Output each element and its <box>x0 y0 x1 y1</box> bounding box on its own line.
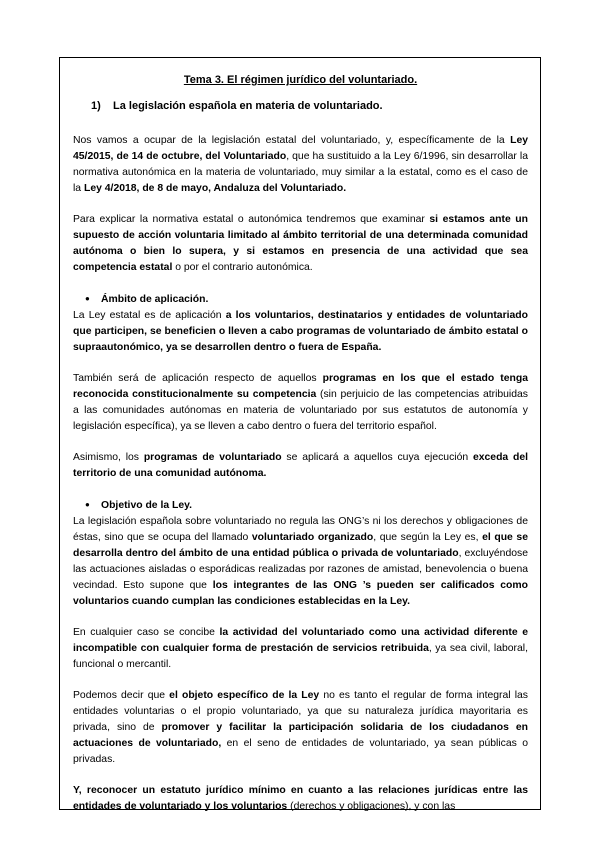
bullet-icon: ● <box>85 294 90 303</box>
bullet-ambito <box>73 291 528 308</box>
text-run: Asimismo, los <box>73 452 144 463</box>
bold-run: promover y facilitar la participación solidaria de los ciudadanos en actuaciones de voluntariado, <box>73 722 529 749</box>
text-run: , excluyéndose las actuaciones aisladas o esporádicas realizadas por razones de amistad, benevolencia o buena vecindad. Esto supone que <box>73 548 528 591</box>
text-run: La legislación española sobre voluntariado no regula las ONG’s ni los derechos y obligaciones de éstas, sino que se ocupa del llamado <box>73 516 528 543</box>
text-run: Para explicar la normativa estatal o autonómica tendremos que examinar <box>73 214 430 225</box>
paragraph-normative <box>73 212 528 276</box>
paragraph-intro <box>73 133 528 197</box>
paragraph-competence <box>73 371 528 435</box>
text-run: (sin perjuicio de las competencias atribuidas a las comunidades autónomas en materia de voluntariado por sus estatutos de autonomía y legislación específica), ya se lleven a cabo dentro o fuera del territorio español. <box>73 389 528 432</box>
bold-run: Y, reconocer un estatuto jurídico mínimo en cuanto a las relaciones jurídicas entre las entidades de voluntariado y los voluntarios <box>73 785 528 812</box>
bullet-label: Ámbito de aplicación. <box>101 294 209 305</box>
text-run: (derechos y obligaciones), y con las <box>287 801 456 812</box>
text-run: Nos vamos a ocupar de la legislación estatal del voluntariado, y, específicamente de la <box>73 135 511 146</box>
bullet-icon: ● <box>85 500 90 509</box>
paragraph-statute <box>73 783 528 815</box>
bold-run: a los voluntarios, destinatarios y entidades de voluntariado que participen, se beneficien o lleven a cabo programas de voluntariado de ámbito estatal o supraautonómico, ya se desarrollen dentro o fuera de España. <box>73 310 528 353</box>
paragraph-object <box>73 688 528 768</box>
paragraph-activity <box>73 625 528 673</box>
bullet-objetivo <box>73 497 528 514</box>
bold-run: programas en los que el estado tenga reconocida constitucionalmente su competencia <box>73 373 528 400</box>
text-run: , ya sea civil, laboral, funcional o mercantil. <box>73 643 528 670</box>
bold-run: programas de voluntariado <box>143 452 282 463</box>
bold-run: exceda del territorio de una comunidad autónoma. <box>73 452 529 479</box>
text-run: en el seno de entidades de voluntariado, ya sean públicas o privadas. <box>73 738 529 765</box>
bold-run: si estamos ante un supuesto de acción voluntaria limitado al ámbito territorial de una determinada comunidad autónoma o bien lo supera, y si estamos en presencia de una actividad que sea competencia estatal <box>73 214 528 273</box>
text-run: La Ley estatal es de aplicación <box>73 310 226 321</box>
section-heading <box>73 98 528 114</box>
bold-run: el que se desarrolla dentro del ámbito de una entidad pública o privada de voluntariado <box>73 532 528 559</box>
text-run: o por el contrario autonómica. <box>172 262 313 273</box>
paragraph-programs <box>73 450 528 482</box>
text-run: , que según la Ley es, <box>373 532 483 543</box>
text-run: se aplicará a aquellos cuya ejecución <box>281 452 473 463</box>
bold-run: el objeto específico de la Ley <box>169 690 320 701</box>
section-number: 1) <box>91 100 101 112</box>
document-body <box>73 72 528 815</box>
bullet-label: Objetivo de la Ley. <box>101 500 193 511</box>
paragraph-ong <box>73 514 528 610</box>
bold-run: los integrantes de las ONG ’s pueden ser calificados como voluntarios cuando cumplan las condiciones establecidas en la Ley. <box>73 580 528 607</box>
text-run: no es tanto el regular de forma integral las entidades voluntarias o el propio voluntariado, ya que su naturaleza jurídica mayoritaria es privada, sino de <box>73 690 528 733</box>
text-run: En cualquier caso se concibe <box>73 627 220 638</box>
section-title: La legislación española en materia de voluntariado. <box>113 100 383 112</box>
document-title: Tema 3. El régimen jurídico del voluntariado. <box>183 74 418 86</box>
bold-run: voluntariado organizado <box>251 532 374 543</box>
text-run: , que ha sustituido a la Ley 6/1996, sin desarrollar la normativa autonómica en la materia de voluntariado, muy similar a la estatal, como es el caso de la <box>73 151 529 194</box>
bold-run: Ley 45/2015, de 14 de octubre, del Voluntariado <box>73 135 528 162</box>
paragraph-scope <box>73 308 528 356</box>
bold-run: Ley 4/2018, de 8 de mayo, Andaluza del Voluntariado. <box>83 183 347 194</box>
bold-run: la actividad del voluntariado como una actividad diferente e incompatible con cualquier forma de prestación de servicios retribuida <box>73 627 528 654</box>
text-run: Podemos decir que <box>73 690 170 701</box>
text-run: También será de aplicación respecto de aquellos <box>73 373 323 384</box>
